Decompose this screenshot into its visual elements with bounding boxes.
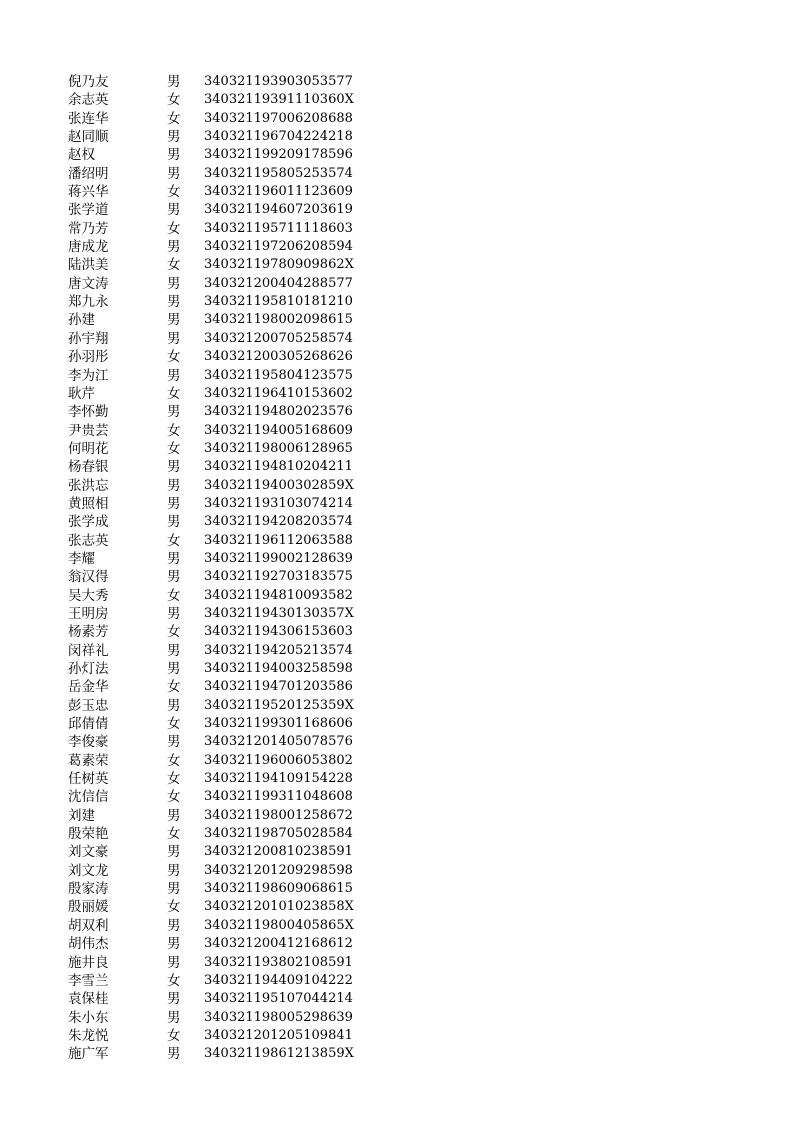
record-gender: 女: [167, 716, 181, 733]
record-id-number: 340321198005298639: [204, 1009, 353, 1025]
record-gender: 女: [167, 679, 181, 696]
record-row: [0, 165, 793, 183]
record-gender: 男: [167, 697, 181, 714]
record-gender: 男: [167, 312, 181, 329]
record-row: [0, 990, 793, 1008]
record-row: [0, 715, 793, 733]
record-row: [0, 330, 793, 348]
record-id-number: 340321193802108591: [204, 954, 353, 970]
record-id-number: 340321199301168606: [204, 716, 353, 732]
record-row: [0, 550, 793, 568]
record-gender: 男: [167, 1009, 181, 1026]
record-id-number: 340321200705258574: [204, 330, 353, 346]
record-row: [0, 862, 793, 880]
record-gender: 男: [167, 129, 181, 146]
record-row: [0, 825, 793, 843]
record-name: 李为江: [68, 367, 109, 384]
record-list: [0, 73, 793, 1064]
record-name: 孙宇翔: [68, 330, 109, 347]
record-id-number: 340321198705028584: [204, 826, 353, 842]
record-row: [0, 935, 793, 953]
record-row: [0, 807, 793, 825]
record-gender: 女: [167, 440, 181, 457]
record-name: 李怀勤: [68, 404, 109, 421]
record-gender: 男: [167, 569, 181, 586]
record-row: [0, 348, 793, 366]
record-gender: 男: [167, 147, 181, 164]
record-row: [0, 311, 793, 329]
record-row: [0, 422, 793, 440]
record-row: [0, 110, 793, 128]
record-name: 唐成龙: [68, 239, 109, 256]
record-name: 施广军: [68, 1046, 109, 1063]
record-gender: 男: [167, 202, 181, 219]
record-row: [0, 403, 793, 421]
record-row: [0, 623, 793, 641]
record-id-number: 340321200810238591: [204, 844, 353, 860]
record-gender: 男: [167, 881, 181, 898]
record-name: 杨春银: [68, 459, 109, 476]
record-id-number: 340321194003258598: [204, 661, 353, 676]
record-row: [0, 477, 793, 495]
record-id-number: 340321197206208594: [204, 239, 353, 255]
record-gender: 男: [167, 477, 181, 494]
record-name: 余志英: [68, 92, 109, 109]
record-name: 张洪忘: [68, 477, 109, 494]
record-gender: 男: [167, 239, 181, 256]
record-row: [0, 201, 793, 219]
record-id-number: 340321199002128639: [204, 550, 353, 566]
record-gender: 女: [167, 1027, 181, 1044]
record-id-number: 340321194109154228: [204, 771, 353, 787]
record-id-number: 340321196006053802: [204, 752, 353, 768]
record-gender: 男: [167, 550, 181, 567]
record-row: [0, 458, 793, 476]
record-id-number: 340321195804123575: [204, 367, 353, 383]
record-row: [0, 73, 793, 91]
record-id-number: 34032120101023858X: [204, 899, 354, 915]
record-id-number: 340321200412168612: [204, 936, 353, 952]
record-gender: 男: [167, 807, 181, 824]
record-gender: 女: [167, 899, 181, 916]
record-id-number: 340321194701203586: [204, 679, 353, 695]
record-row: [0, 843, 793, 861]
record-row: [0, 697, 793, 715]
record-row: [0, 220, 793, 238]
record-id-number: 340321199311048608: [204, 789, 353, 805]
record-name: 何明花: [68, 440, 109, 457]
record-name: 张志英: [68, 532, 109, 549]
record-gender: 女: [167, 624, 181, 641]
record-gender: 男: [167, 294, 181, 311]
record-row: [0, 146, 793, 164]
record-gender: 女: [167, 826, 181, 843]
record-id-number: 340321196011123609: [204, 184, 353, 200]
record-gender: 男: [167, 734, 181, 751]
record-row: [0, 678, 793, 696]
record-gender: 女: [167, 184, 181, 201]
record-name: 耿芹: [68, 385, 95, 402]
record-row: [0, 367, 793, 385]
record-gender: 男: [167, 367, 181, 384]
record-id-number: 340321200305268626: [204, 349, 353, 365]
record-id-number: 340321196112063588: [204, 532, 353, 548]
record-row: [0, 256, 793, 274]
record-id-number: 340321194810093582: [204, 587, 353, 603]
record-gender: 女: [167, 110, 181, 127]
record-gender: 女: [167, 752, 181, 769]
record-id-number: 340321194208203574: [204, 514, 353, 530]
record-row: [0, 532, 793, 550]
record-gender: 女: [167, 972, 181, 989]
record-name: 倪乃友: [68, 74, 109, 90]
record-id-number: 340321201205109841: [204, 1027, 353, 1043]
record-row: [0, 440, 793, 458]
record-gender: 女: [167, 385, 181, 402]
record-gender: 女: [167, 532, 181, 549]
record-id-number: 340321198006128965: [204, 440, 353, 456]
record-row: [0, 1027, 793, 1045]
record-gender: 女: [167, 257, 181, 274]
record-row: [0, 733, 793, 751]
record-id-number: 340321201405078576: [204, 734, 353, 750]
record-name: 常乃芳: [68, 220, 109, 237]
record-row: [0, 1045, 793, 1063]
record-row: [0, 513, 793, 531]
record-row: [0, 587, 793, 605]
record-name: 王明房: [68, 605, 109, 622]
record-gender: 男: [167, 936, 181, 953]
record-name: 胡伟杰: [68, 936, 109, 953]
record-gender: 男: [167, 165, 181, 182]
record-name: 朱龙悦: [68, 1027, 109, 1044]
record-name: 施井良: [68, 954, 109, 971]
record-id-number: 340321194802023576: [204, 404, 353, 420]
record-name: 袁保桂: [68, 991, 109, 1008]
record-gender: 男: [167, 404, 181, 421]
record-name: 郑九永: [68, 294, 109, 311]
record-id-number: 34032119800405865X: [204, 917, 354, 933]
record-id-number: 340321194810204211: [204, 459, 353, 475]
record-name: 李雪兰: [68, 972, 109, 989]
record-row: [0, 605, 793, 623]
record-id-number: 340321195805253574: [204, 165, 353, 181]
record-row: [0, 385, 793, 403]
record-name: 杨素芳: [68, 624, 109, 641]
record-name: 任树英: [68, 771, 109, 788]
record-name: 殷家涛: [68, 881, 109, 898]
record-name: 朱小东: [68, 1009, 109, 1026]
record-name: 黄照相: [68, 495, 109, 512]
record-gender: 男: [167, 275, 181, 292]
record-gender: 男: [167, 917, 181, 934]
record-gender: 女: [167, 92, 181, 109]
record-gender: 女: [167, 220, 181, 237]
record-gender: 男: [167, 954, 181, 971]
record-id-number: 340321194306153603: [204, 624, 353, 640]
record-name: 葛素荣: [68, 752, 109, 769]
record-id-number: 340321196704224218: [204, 129, 353, 145]
record-id-number: 340321195711118603: [204, 220, 353, 236]
record-gender: 男: [167, 661, 181, 677]
record-gender: 男: [167, 459, 181, 476]
record-gender: 女: [167, 349, 181, 366]
record-name: 殷荣艳: [68, 826, 109, 843]
record-name: 李俊豪: [68, 734, 109, 751]
record-name: 孙建: [68, 312, 95, 329]
record-id-number: 340321198002098615: [204, 312, 353, 328]
record-row: [0, 1009, 793, 1027]
record-id-number: 34032119861213859X: [204, 1046, 354, 1062]
record-row: [0, 660, 793, 678]
record-gender: 男: [167, 495, 181, 512]
record-name: 赵同顺: [68, 129, 109, 146]
record-row: [0, 898, 793, 916]
record-row: [0, 770, 793, 788]
record-id-number: 340321201209298598: [204, 862, 353, 878]
record-id-number: 34032119400302859X: [204, 477, 354, 493]
record-name: 刘建: [68, 807, 95, 824]
record-name: 吴大秀: [68, 587, 109, 604]
record-name: 张连华: [68, 110, 109, 127]
record-gender: 男: [167, 642, 181, 659]
record-row: [0, 752, 793, 770]
record-name: 孙灯法: [68, 661, 109, 677]
record-row: [0, 642, 793, 660]
record-id-number: 340321199209178596: [204, 147, 353, 163]
record-id-number: 340321194205213574: [204, 642, 353, 658]
record-row: [0, 954, 793, 972]
record-row: [0, 917, 793, 935]
record-id-number: 340321194409104222: [204, 972, 353, 988]
record-gender: 男: [167, 514, 181, 531]
record-row: [0, 238, 793, 256]
record-id-number: 340321193103074214: [204, 495, 353, 511]
record-gender: 男: [167, 844, 181, 861]
record-name: 尹贵芸: [68, 422, 109, 439]
record-name: 殷丽媛: [68, 899, 109, 916]
record-id-number: 340321198001258672: [204, 807, 353, 823]
record-id-number: 340321195107044214: [204, 991, 353, 1007]
record-name: 赵权: [68, 147, 95, 164]
record-id-number: 340321200404288577: [204, 275, 353, 291]
record-name: 李耀: [68, 550, 95, 567]
record-name: 蒋兴华: [68, 184, 109, 201]
record-id-number: 34032119391110360X: [204, 92, 354, 108]
record-id-number: 340321192703183575: [204, 569, 353, 585]
record-gender: 男: [167, 74, 181, 90]
record-name: 胡双利: [68, 917, 109, 934]
record-row: [0, 972, 793, 990]
record-row: [0, 128, 793, 146]
record-id-number: 34032119430130357X: [204, 605, 354, 621]
record-gender: 女: [167, 587, 181, 604]
record-row: [0, 275, 793, 293]
record-gender: 男: [167, 862, 181, 879]
record-id-number: 340321194005168609: [204, 422, 353, 438]
record-name: 张学道: [68, 202, 109, 219]
record-name: 刘文龙: [68, 862, 109, 879]
record-id-number: 340321194607203619: [204, 202, 353, 218]
record-gender: 女: [167, 789, 181, 806]
record-id-number: 340321193903053577: [204, 74, 353, 89]
record-gender: 男: [167, 605, 181, 622]
record-name: 张学成: [68, 514, 109, 531]
record-id-number: 340321198609068615: [204, 881, 353, 897]
record-gender: 女: [167, 422, 181, 439]
record-name: 潘绍明: [68, 165, 109, 182]
record-name: 岳金华: [68, 679, 109, 696]
record-name: 闵祥礼: [68, 642, 109, 659]
record-name: 邱倩倩: [68, 716, 109, 733]
record-row: [0, 495, 793, 513]
record-name: 刘文豪: [68, 844, 109, 861]
record-name: 唐文涛: [68, 275, 109, 292]
record-name: 沈信信: [68, 789, 109, 806]
record-name: 孙羽彤: [68, 349, 109, 366]
record-row: [0, 568, 793, 586]
record-gender: 女: [167, 771, 181, 788]
record-row: [0, 293, 793, 311]
record-gender: 男: [167, 330, 181, 347]
record-row: [0, 880, 793, 898]
record-id-number: 340321196410153602: [204, 385, 353, 401]
record-id-number: 34032119520125359X: [204, 697, 354, 713]
record-name: 陆洪美: [68, 257, 109, 274]
record-name: 翁汉得: [68, 569, 109, 586]
record-row: [0, 788, 793, 806]
record-row: [0, 183, 793, 201]
record-id-number: 340321197006208688: [204, 110, 353, 126]
record-id-number: 34032119780909862X: [204, 257, 354, 273]
record-gender: 男: [167, 991, 181, 1008]
record-row: [0, 91, 793, 109]
record-id-number: 340321195810181210: [204, 294, 353, 310]
record-name: 彭玉忠: [68, 697, 109, 714]
record-gender: 男: [167, 1046, 181, 1063]
